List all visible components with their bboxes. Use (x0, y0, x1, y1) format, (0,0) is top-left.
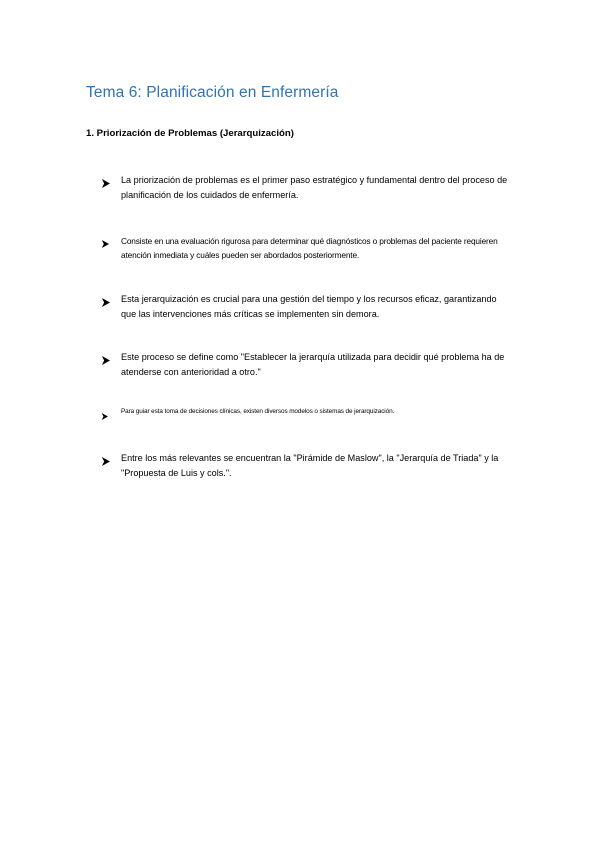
list-item-text: Consiste en una evaluación rigurosa para determinar qué diagnósticos o problemas del paciente requieren atención inmediata y cuáles pueden ser abordados posteriormente. (121, 236, 498, 260)
list-item (101, 292, 511, 322)
list-item-text: Para guiar esta toma de decisiones clínicas, existen diversos modelos o sistemas de jerarquización. (121, 408, 395, 415)
list-item-text: Este proceso se define como "Establecer la jerarquía utilizada para decidir qué problema ha de atenderse con anterioridad a otro." (121, 352, 505, 377)
list-item (101, 173, 511, 203)
list-item-text: Esta jerarquización es crucial para una gestión del tiempo y los recursos eficaz, garantizando que las intervenciones más críticas se implementen sin demora. (121, 294, 497, 319)
list-item-text: La priorización de problemas es el primer paso estratégico y fundamental dentro del proceso de planificación de los cuidados de enfermería. (121, 175, 508, 200)
arrowhead-bullet-icon (101, 451, 121, 471)
arrowhead-bullet-icon (101, 407, 121, 425)
list-item (101, 451, 511, 481)
list-item (101, 407, 511, 425)
list-item-text: Entre los más relevantes se encuentran la "Pirámide de Maslow", la "Jerarquía de Triada" y la "Propuesta de Luis y cols.". (121, 453, 499, 478)
arrowhead-bullet-icon (101, 234, 121, 253)
arrowhead-bullet-icon (101, 350, 121, 370)
arrowhead-bullet-icon (101, 173, 121, 193)
arrowhead-bullet-icon (101, 292, 121, 312)
section-heading: 1. Priorización de Problemas (Jerarquización) (86, 128, 294, 139)
document-title: Tema 6: Planificación en Enfermería (86, 84, 339, 101)
list-item (101, 350, 511, 380)
list-item (101, 234, 511, 262)
